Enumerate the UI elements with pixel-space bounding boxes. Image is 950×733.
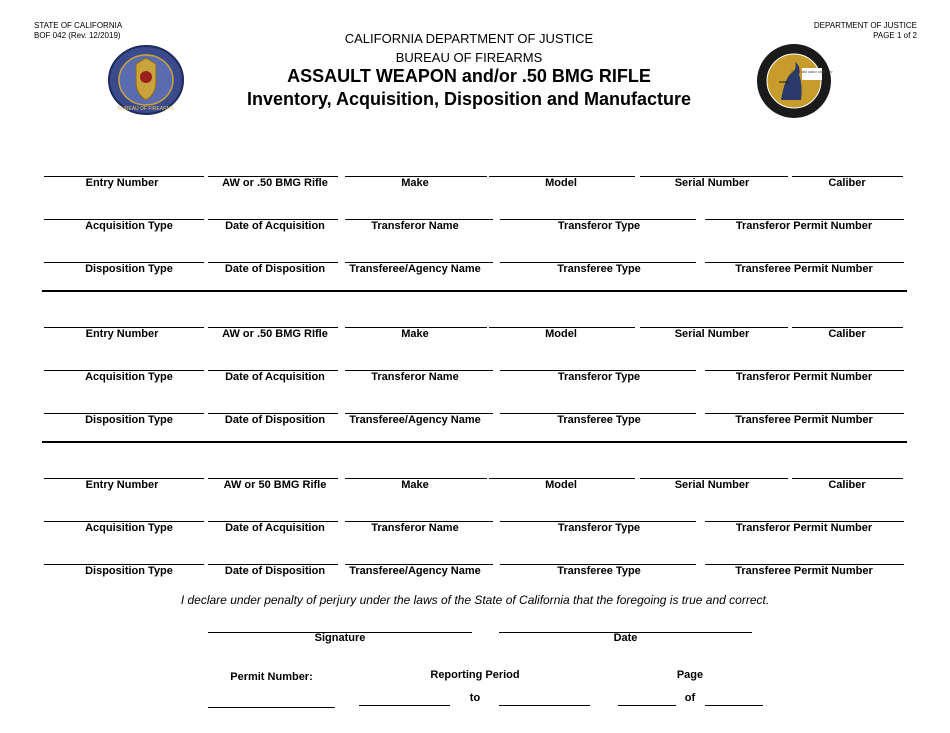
transferee-agency-name-label: Transferee/Agency Name [349,414,481,426]
serial-number-label: Serial Number [674,177,750,189]
page-label: Page [676,669,704,681]
weapon-type-label: AW or 50 BMG Rifle [223,479,327,491]
form-title: ASSAULT WEAPON and/or .50 BMG RIFLE [287,66,651,86]
date-of-acquisition-label: Date of Acquisition [225,371,325,383]
right-seal-caption: liberty and justice under law [791,70,833,74]
transferor-type-label: Transferor Type [557,220,641,232]
page-of-label: of [684,692,696,704]
transferor-type-label: Transferor Type [557,371,641,383]
acquisition-type-label: Acquisition Type [85,220,173,232]
permit-number-label: Permit Number: [230,671,313,683]
caliber-label: Caliber [828,177,866,189]
acquisition-type-label: Acquisition Type [85,522,173,534]
period-end-line[interactable] [499,705,590,706]
form-id: BOF 042 (Rev. 12/2019) [34,31,121,40]
left-seal-caption: BUREAU OF FIREARMS [117,106,175,112]
transferor-type-label: Transferor Type [557,522,641,534]
weapon-type-label: AW or .50 BMG Rifle [222,177,328,189]
date-of-acquisition-label: Date of Acquisition [225,522,325,534]
page-indicator: PAGE 1 of 2 [873,31,917,40]
weapon-type-label: AW or .50 BMG RIfle [222,328,328,340]
reporting-period-label: Reporting Period [430,669,520,681]
disposition-type-label: Disposition Type [85,263,173,275]
permit-number-line[interactable] [208,707,335,708]
entry-number-label: Entry Number [85,328,159,340]
transferee-permit-number-label: Transferee Permit Number [735,263,873,275]
make-label: Make [401,177,429,189]
date-label: Date [613,632,638,644]
model-label: Model [545,328,577,340]
entry-number-label: Entry Number [85,177,159,189]
make-label: Make [401,328,429,340]
transferee-type-label: Transferee Type [557,263,641,275]
entry-separator [42,441,907,443]
transferor-name-label: Transferor Name [371,220,459,232]
period-start-line[interactable] [359,705,450,706]
transferor-name-label: Transferor Name [371,522,459,534]
bureau-name: BUREAU OF FIREARMS [395,50,543,65]
date-of-disposition-label: Date of Disposition [224,263,326,275]
transferee-permit-number-label: Transferee Permit Number [735,414,873,426]
date-of-acquisition-label: Date of Acquisition [225,220,325,232]
serial-number-label: Serial Number [674,328,750,340]
transferee-type-label: Transferee Type [557,565,641,577]
department-label: DEPARTMENT OF JUSTICE [813,21,917,30]
transferee-agency-name-label: Transferee/Agency Name [349,263,481,275]
acquisition-type-label: Acquisition Type [85,371,173,383]
serial-number-label: Serial Number [674,479,750,491]
period-to-label: to [469,692,481,704]
date-of-disposition-label: Date of Disposition [224,414,326,426]
page-number-line[interactable] [618,705,676,706]
transferor-permit-number-label: Transferor Permit Number [735,522,873,534]
make-label: Make [401,479,429,491]
entry-number-label: Entry Number [85,479,159,491]
transferee-type-label: Transferee Type [557,414,641,426]
transferor-permit-number-label: Transferor Permit Number [735,371,873,383]
transferee-permit-number-label: Transferee Permit Number [735,565,873,577]
state-label: STATE OF CALIFORNIA [34,21,123,30]
perjury-declaration: I declare under penalty of perjury under the laws of the State of California that the foregoing is true and correct. [180,593,770,607]
date-of-disposition-label: Date of Disposition [224,565,326,577]
page-total-line[interactable] [705,705,763,706]
disposition-type-label: Disposition Type [85,414,173,426]
model-label: Model [545,479,577,491]
form-subtitle: Inventory, Acquisition, Disposition and Manufacture [246,89,692,109]
transferor-name-label: Transferor Name [371,371,459,383]
bureau-of-firearms-seal [107,44,185,116]
caliber-label: Caliber [828,479,866,491]
model-label: Model [545,177,577,189]
agency-name: CALIFORNIA DEPARTMENT OF JUSTICE [344,31,594,46]
caliber-label: Caliber [828,328,866,340]
transferor-permit-number-label: Transferor Permit Number [735,220,873,232]
transferee-agency-name-label: Transferee/Agency Name [349,565,481,577]
entry-separator [42,290,907,292]
attorney-general-seal [755,42,833,120]
disposition-type-label: Disposition Type [85,565,173,577]
signature-label: Signature [314,632,366,644]
